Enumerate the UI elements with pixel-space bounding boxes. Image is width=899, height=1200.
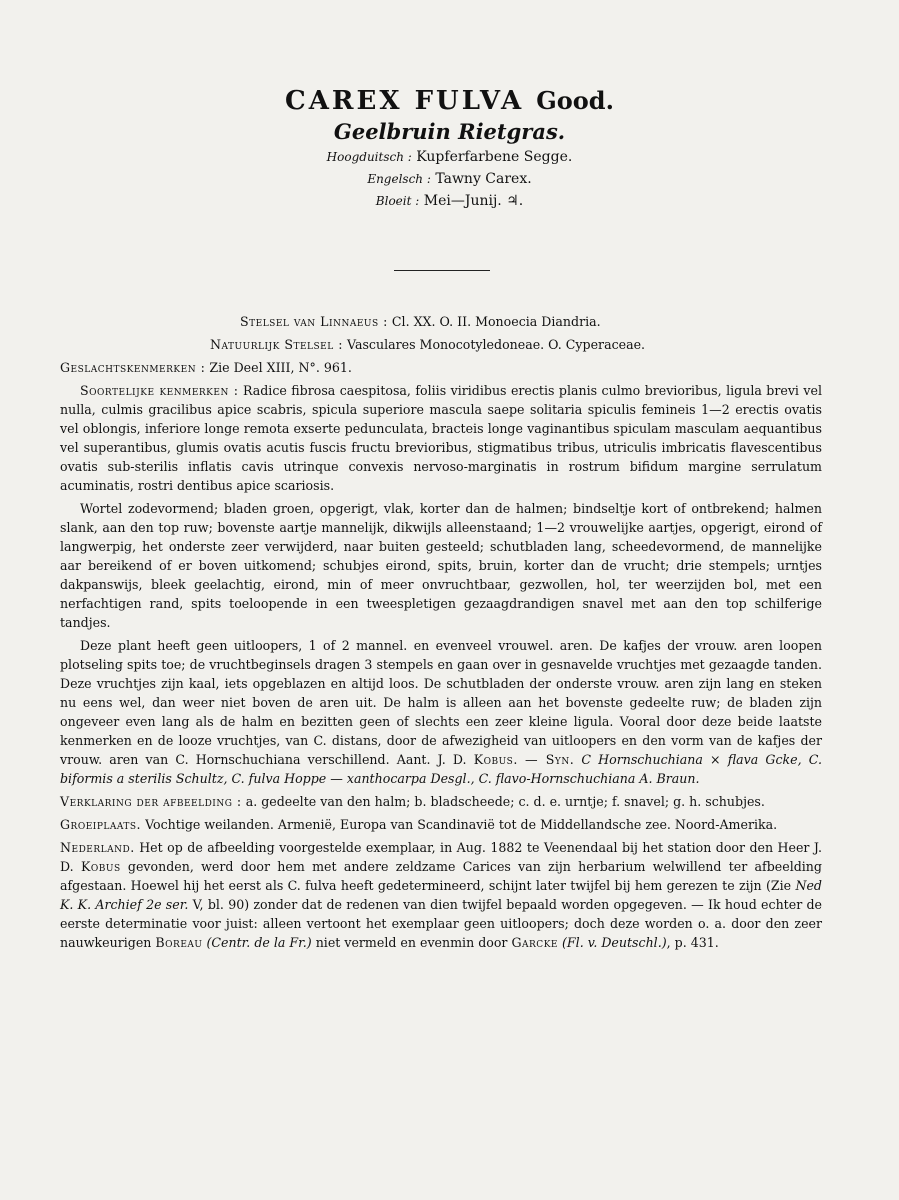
divider (394, 270, 490, 271)
german-label: Hoogduitsch : (326, 150, 412, 164)
netherlands-text-4: niet vermeld en evenmin door (315, 935, 508, 950)
german-name-line (0, 146, 899, 168)
header (0, 84, 899, 212)
genus-value: Zie Deel XIII, N°. 961. (209, 360, 352, 375)
netherlands-garcke: Garcke (511, 935, 558, 950)
netherlands-text-3: V, bl. 90) zonder dat de redenen van dien twijfel bepaald worden opgegeven. — Ik houd echter de eerste determinatie voor juist: alleen vertoont het exemplaar geen uitloopers; doch deze worden o. a. door den zeer nauwkeurigen (60, 897, 822, 950)
remarks-paragraph (60, 636, 822, 788)
netherlands-paragraph (60, 838, 822, 952)
bloom-value: Mei—Junij. ♃. (423, 193, 524, 209)
syn-text: C Hornschuchiana × flava Gcke, C. biformis a sterilis Schultz, C. fulva Hoppe — xanthocarpa Desgl., C. flavo-Hornschuchiana A. Braun. (60, 752, 822, 786)
netherlands-kobus: Kobus (80, 859, 121, 874)
genus-label: Geslachtskenmerken : (60, 360, 206, 375)
figure-text: a. gedeelte van den halm; b. bladscheede; c. d. e. urntje; f. snavel; g. h. schubjes. (245, 794, 765, 809)
species-name: CAREX FULVA (285, 86, 525, 116)
natural-system-label: Natuurlijk Stelsel : (210, 337, 343, 352)
remarks-kobus: Kobus. (473, 752, 518, 767)
habitat-paragraph (60, 815, 822, 834)
natural-system-line (60, 335, 822, 354)
description-paragraph: Wortel zodevormend; bladen groen, opgerigt, vlak, korter dan de halmen; bindseltje kort of ontbrekend; halmen slank, aan den top ruw; bovenste aartje mannelijk, dikwijls alleenstaand; 1—2 vrouwelijke aartjes, opgerigt, eirond of langwerpig, het onderste zeer verwijderd, naar buiten gesteeld; schutbladen lang, scheedevormend, de mannelijke aar bereikend of er boven uitkomend; schubjes eirond, spits, bruin, korter dan de vrucht; drie stempels; urntjes dakpanswijs, bleek geelachtig, eirond, min of meer onvruchtbaar, gezwollen, hol, ter weerzijden bol, met een nerfachtigen rand, spits toeloopende in een tweespletigen gezaagdrandigen snavel met aan den top schilferige tandjes. (60, 501, 822, 630)
netherlands-text-2: gevonden, werd door hem met andere zeldzame Carices van zijn herbarium welwillend ter afbeelding afgestaan. Hoewel hij het eerst als C. fulva heeft gedetermineerd, schijnt later twijfel bij hem gerezen te zijn (Zie (60, 859, 822, 893)
specific-characters-paragraph (60, 381, 822, 495)
figure-label: Verklaring der afbeelding : (60, 794, 242, 809)
remarks-text: Deze plant heeft geen uitloopers, 1 of 2 mannel. en evenveel vrouwel. aren. De kafjes der vrouw. aren loopen plotseling spits toe; de vruchtbeginsels dragen 3 stempels en gaan over in gesnavelde vruchtjes met gezaagde tanden. Deze vruchtjes zijn kaal, iets opgeblazen en altijd loos. De schutbladen der onderste vrouw. aren zijn lang en steken nu eens wel, dan weer niet boven de aren uit. De halm is alleen aan het bovenste gedeelte ruw; de bladen zijn ongeveer even lang als de halm en bezitten geen of slechts een zeer kleine ligula. Vooral door deze beide laatste kenmerken en de looze vruchtjes, van C. distans, door de afwezigheid van uitloopers en den vorm van de kafjes der vrouw. aren van C. Hornschuchiana verschillend. Aant. J. D. (60, 638, 822, 767)
netherlands-label: Nederland. (60, 840, 135, 855)
linnaeus-line (60, 312, 822, 331)
page-title (0, 84, 899, 118)
habitat-text: Vochtige weilanden. Armenië, Europa van Scandinavië tot de Middellandsche zee. Noord-Amerika. (145, 817, 778, 832)
english-label: Engelsch : (367, 172, 431, 186)
netherlands-fl: (Fl. v. Deutschl.) (562, 935, 667, 950)
german-value: Kupferfarbene Segge. (416, 149, 573, 165)
bloom-label: Bloeit : (375, 194, 420, 208)
english-value: Tawny Carex. (435, 171, 532, 187)
netherlands-text-5: , p. 431. (666, 935, 719, 950)
linnaeus-label: Stelsel van Linnaeus : (240, 314, 388, 329)
netherlands-ref: Ned K. K. Archief 2e ser. (60, 878, 822, 912)
main-text (60, 312, 822, 956)
linnaeus-value: Cl. XX. O. II. Monoecia Diandria. (391, 314, 601, 329)
english-name-line (0, 168, 899, 190)
common-name: Geelbruin Rietgras. (333, 119, 566, 144)
netherlands-boreau: Boreau (155, 935, 203, 950)
figure-explanation-paragraph (60, 792, 822, 811)
habitat-label: Groeiplaats. (60, 817, 142, 832)
species-author: Good. (536, 86, 614, 115)
genus-line (60, 358, 822, 377)
netherlands-centr: (Centr. de la Fr.) (206, 935, 312, 950)
syn-label: — Syn. (525, 752, 575, 767)
specific-label: Soortelijke kenmerken : (80, 383, 239, 398)
specific-text: Radice fibrosa caespitosa, foliis viridibus erectis planis culmo brevioribus, ligula brevi vel nulla, culmis gracilibus apice scabris, spicula superiore mascula saepe solitaria spiculis femineis 1—2 erectis ovatis vel oblongis, inferiore longe remota exserte pedunculata, bracteis longe vaginantibus spiculam masculam aequantibus vel superantibus, glumis ovatis acutis fuscis fructu brevioribus, stigmatibus tribus, utriculis imbricatis flavescentibus ovatis sub-sterilis inflatis cavis utrinque convexis nervoso-marginatis in rostrum bifidum margine serrulatum acuminatis, rostri dentibus apice scariosis. (60, 383, 822, 493)
natural-system-value: Vasculares Monocotyledoneae. O. Cyperaceae. (347, 337, 646, 352)
bloom-line (0, 190, 899, 212)
netherlands-text-1: Het op de afbeelding voorgestelde exemplaar, in Aug. 1882 te Veenendaal bij het station door den Heer J. D. (60, 840, 822, 874)
